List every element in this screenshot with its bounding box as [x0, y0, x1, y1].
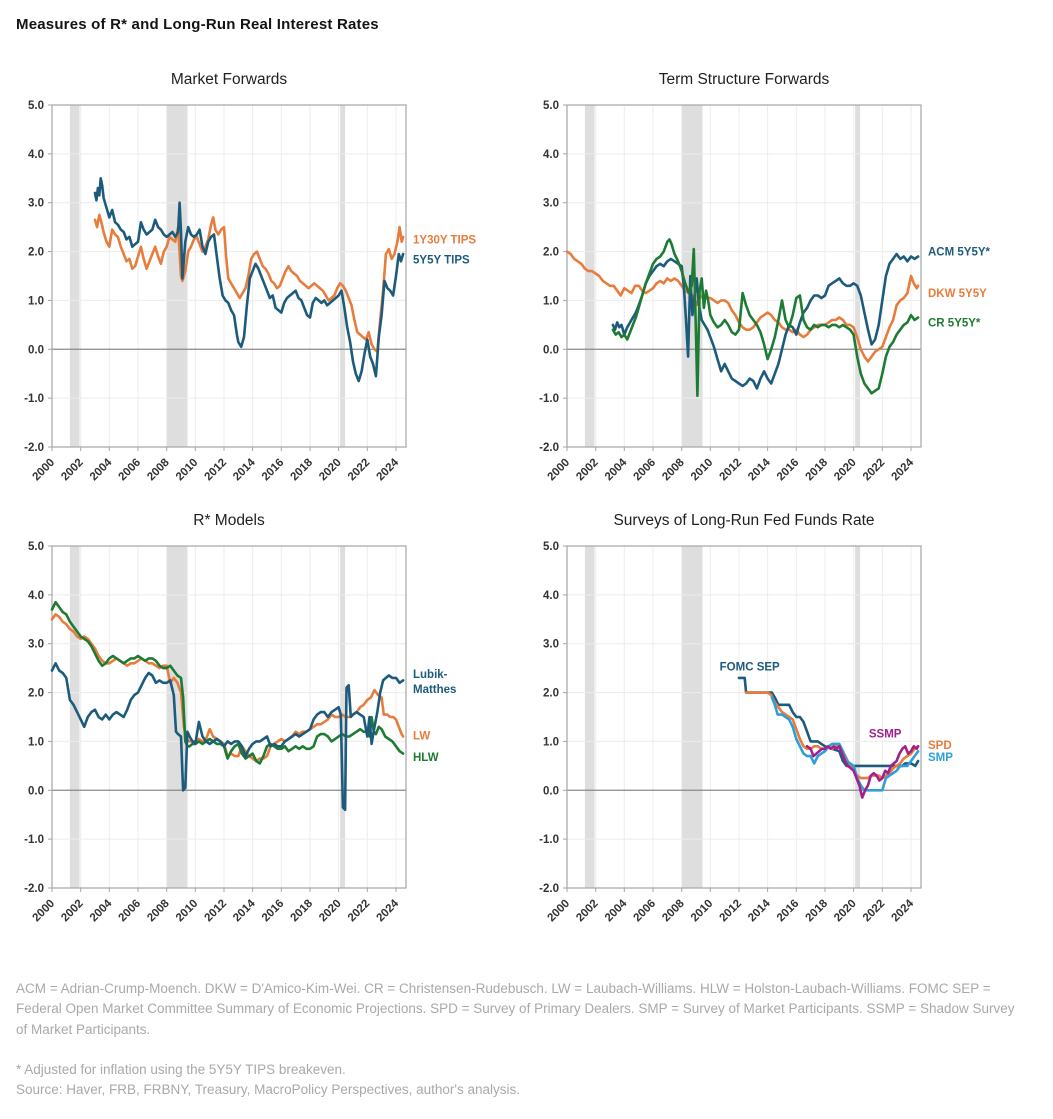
plot-border: [567, 105, 921, 447]
recession-band: [340, 105, 345, 447]
y-tick-label: 4.0: [543, 589, 559, 602]
x-tick-label: 2016: [259, 897, 287, 925]
y-tick-label: 2.0: [543, 687, 559, 700]
y-tick-label: 0.0: [543, 344, 559, 357]
legend-cr-5y5y: CR 5Y5Y*: [928, 317, 981, 330]
chart-term-structure-forwards: [531, 69, 1036, 510]
y-tick-label: -2.0: [24, 883, 44, 895]
x-tick-label: 2010: [173, 456, 201, 484]
legend-dkw-5y5y: DKW 5Y5Y: [928, 288, 987, 301]
y-tick-label: -1.0: [24, 393, 44, 406]
y-tick-label: -2.0: [539, 883, 559, 895]
recession-band: [682, 546, 703, 888]
footnote-source: Source: Haver, FRB, FRBNY, Treasury, MacroPolicy Perspectives, author's analysis.: [16, 1082, 521, 1097]
y-tick-label: -1.0: [539, 393, 559, 406]
y-tick-label: 2.0: [543, 246, 559, 259]
x-tick-label: 2016: [259, 456, 287, 484]
footnote-definitions: ACM = Adrian-Crump-Moench. DKW = D'Amico-Kim-Wei. CR = Christensen-Rudebusch. LW = Laubach-Williams. HLW = Holston-Laubach-Williams. FOMC SEP = Federal Open Market Committee Summary of Economic Projections. SPD = Survey of Primary Dealers. SMP = Survey of Market Participants. SSMP = Shadow Survey of Market Participants.: [16, 981, 1015, 1037]
x-tick-label: 2006: [116, 897, 144, 925]
x-tick-label: 2010: [688, 456, 716, 484]
plot-border: [567, 546, 921, 888]
x-tick-label: 2002: [59, 456, 86, 484]
y-tick-label: -2.0: [539, 442, 559, 454]
y-tick-label: 2.0: [28, 687, 44, 700]
series-lw: [52, 614, 403, 761]
x-tick-label: 2018: [803, 456, 831, 484]
recession-band: [855, 546, 860, 888]
y-tick-label: -1.0: [24, 834, 44, 847]
chart-r-star-models: [16, 510, 521, 951]
legend-1y30y-tips: 1Y30Y TIPS: [413, 234, 477, 247]
charts-grid: [16, 69, 1037, 951]
x-tick-label: 2006: [631, 897, 659, 925]
x-tick-label: 2004: [602, 897, 630, 925]
legend-smp: SMP: [928, 752, 953, 765]
x-tick-label: 2012: [202, 897, 230, 925]
y-tick-label: 0.0: [28, 344, 44, 357]
y-tick-label: 2.0: [28, 246, 44, 259]
y-tick-label: 5.0: [543, 541, 559, 553]
r-star-models-plot: [16, 536, 521, 951]
y-tick-label: 1.0: [28, 295, 44, 308]
series-smp: [772, 698, 918, 791]
x-tick-label: 2008: [660, 897, 687, 925]
chart-title-market-forwards: Market Forwards: [170, 71, 288, 88]
x-tick-label: 2010: [173, 897, 201, 925]
x-tick-label: 2006: [116, 456, 144, 484]
x-tick-label: 2020: [317, 456, 344, 484]
x-tick-label: 2004: [602, 456, 630, 484]
y-tick-label: 1.0: [543, 295, 559, 308]
footnotes: [16, 979, 1026, 1100]
y-tick-label: 1.0: [28, 736, 44, 749]
x-tick-label: 2016: [774, 456, 802, 484]
legend-spd: SPD: [928, 739, 952, 752]
term-structure-forwards-plot: [531, 95, 1036, 510]
recession-band: [585, 546, 595, 888]
y-tick-label: 5.0: [28, 541, 44, 553]
legend-hlw: HLW: [413, 752, 439, 765]
x-tick-label: 2020: [832, 897, 859, 925]
y-tick-label: 4.0: [543, 148, 559, 161]
x-tick-label: 2004: [87, 456, 115, 484]
legend-lubik-matthes: Lubik-Matthes: [413, 669, 457, 697]
y-tick-label: 5.0: [28, 100, 44, 112]
x-tick-label: 2008: [660, 456, 687, 484]
x-tick-label: 2022: [860, 897, 888, 925]
x-tick-label: 2016: [774, 897, 802, 925]
x-tick-label: 2024: [889, 456, 917, 484]
chart-title-term-structure-forwards: Term Structure Forwards: [658, 71, 830, 88]
y-tick-label: 0.0: [28, 785, 44, 798]
x-tick-label: 2014: [231, 456, 258, 484]
x-tick-label: 2002: [574, 897, 601, 925]
legend-lw: LW: [413, 730, 431, 743]
x-tick-label: 2022: [345, 897, 373, 925]
x-tick-label: 2000: [545, 897, 573, 925]
surveys-fed-funds-plot: [531, 536, 1036, 951]
y-tick-label: 3.0: [28, 197, 44, 210]
chart-title-surveys-fed-funds: Surveys of Long-Run Fed Funds Rate: [613, 512, 875, 529]
series-5y5y-tips: [95, 178, 403, 381]
chart-surveys-fed-funds: [531, 510, 1036, 951]
market-forwards-plot: [16, 95, 521, 510]
x-tick-label: 2006: [631, 456, 659, 484]
x-tick-label: 2012: [202, 456, 230, 484]
x-tick-label: 2014: [746, 456, 773, 484]
recession-band: [585, 105, 595, 447]
y-tick-label: 4.0: [28, 589, 44, 602]
recession-band: [855, 105, 860, 447]
series-acm-5y5y: [613, 254, 918, 388]
x-tick-label: 2012: [717, 456, 745, 484]
y-tick-label: 5.0: [543, 100, 559, 112]
y-tick-label: 3.0: [543, 197, 559, 210]
x-tick-label: 2002: [59, 897, 86, 925]
x-tick-label: 2024: [889, 897, 917, 925]
page-title: Measures of R* and Long-Run Real Interest Rates: [16, 16, 379, 33]
recession-band: [70, 546, 80, 888]
y-tick-label: 1.0: [543, 736, 559, 749]
y-tick-label: 3.0: [28, 638, 44, 651]
y-tick-label: -2.0: [24, 442, 44, 454]
x-tick-label: 2022: [345, 456, 373, 484]
x-tick-label: 2018: [803, 897, 831, 925]
x-tick-label: 2022: [860, 456, 888, 484]
x-tick-label: 2004: [87, 897, 115, 925]
x-tick-label: 2018: [288, 456, 316, 484]
x-tick-label: 2008: [145, 456, 172, 484]
series-hlw: [52, 602, 403, 763]
x-tick-label: 2024: [374, 897, 402, 925]
x-tick-label: 2014: [231, 897, 258, 925]
x-tick-label: 2024: [374, 456, 402, 484]
footnote-asterisk: * Adjusted for inflation using the 5Y5Y TIPS breakeven.: [16, 1061, 346, 1077]
x-tick-label: 2014: [746, 897, 773, 925]
legend-acm-5y5y: ACM 5Y5Y*: [928, 246, 990, 259]
x-tick-label: 2010: [688, 897, 716, 925]
legend-5y5y-tips: 5Y5Y TIPS: [413, 254, 470, 267]
x-tick-label: 2020: [317, 897, 344, 925]
y-tick-label: 4.0: [28, 148, 44, 161]
series-fomc-sep: [739, 678, 918, 766]
y-tick-label: 0.0: [543, 785, 559, 798]
x-tick-label: 2000: [30, 897, 58, 925]
annotation-ssmp: SSMP: [868, 728, 902, 741]
chart-title-r-star-models: R* Models: [193, 512, 265, 529]
x-tick-label: 2008: [145, 897, 172, 925]
x-tick-label: 2002: [574, 456, 601, 484]
chart-market-forwards: [16, 69, 521, 510]
y-tick-label: -1.0: [539, 834, 559, 847]
x-tick-label: 2018: [288, 897, 316, 925]
x-tick-label: 2000: [545, 456, 573, 484]
x-tick-label: 2012: [717, 897, 745, 925]
x-tick-label: 2000: [30, 456, 58, 484]
x-tick-label: 2020: [832, 456, 859, 484]
recession-band: [70, 105, 80, 447]
annotation-fomc-sep: FOMC SEP: [719, 661, 780, 674]
y-tick-label: 3.0: [543, 638, 559, 651]
